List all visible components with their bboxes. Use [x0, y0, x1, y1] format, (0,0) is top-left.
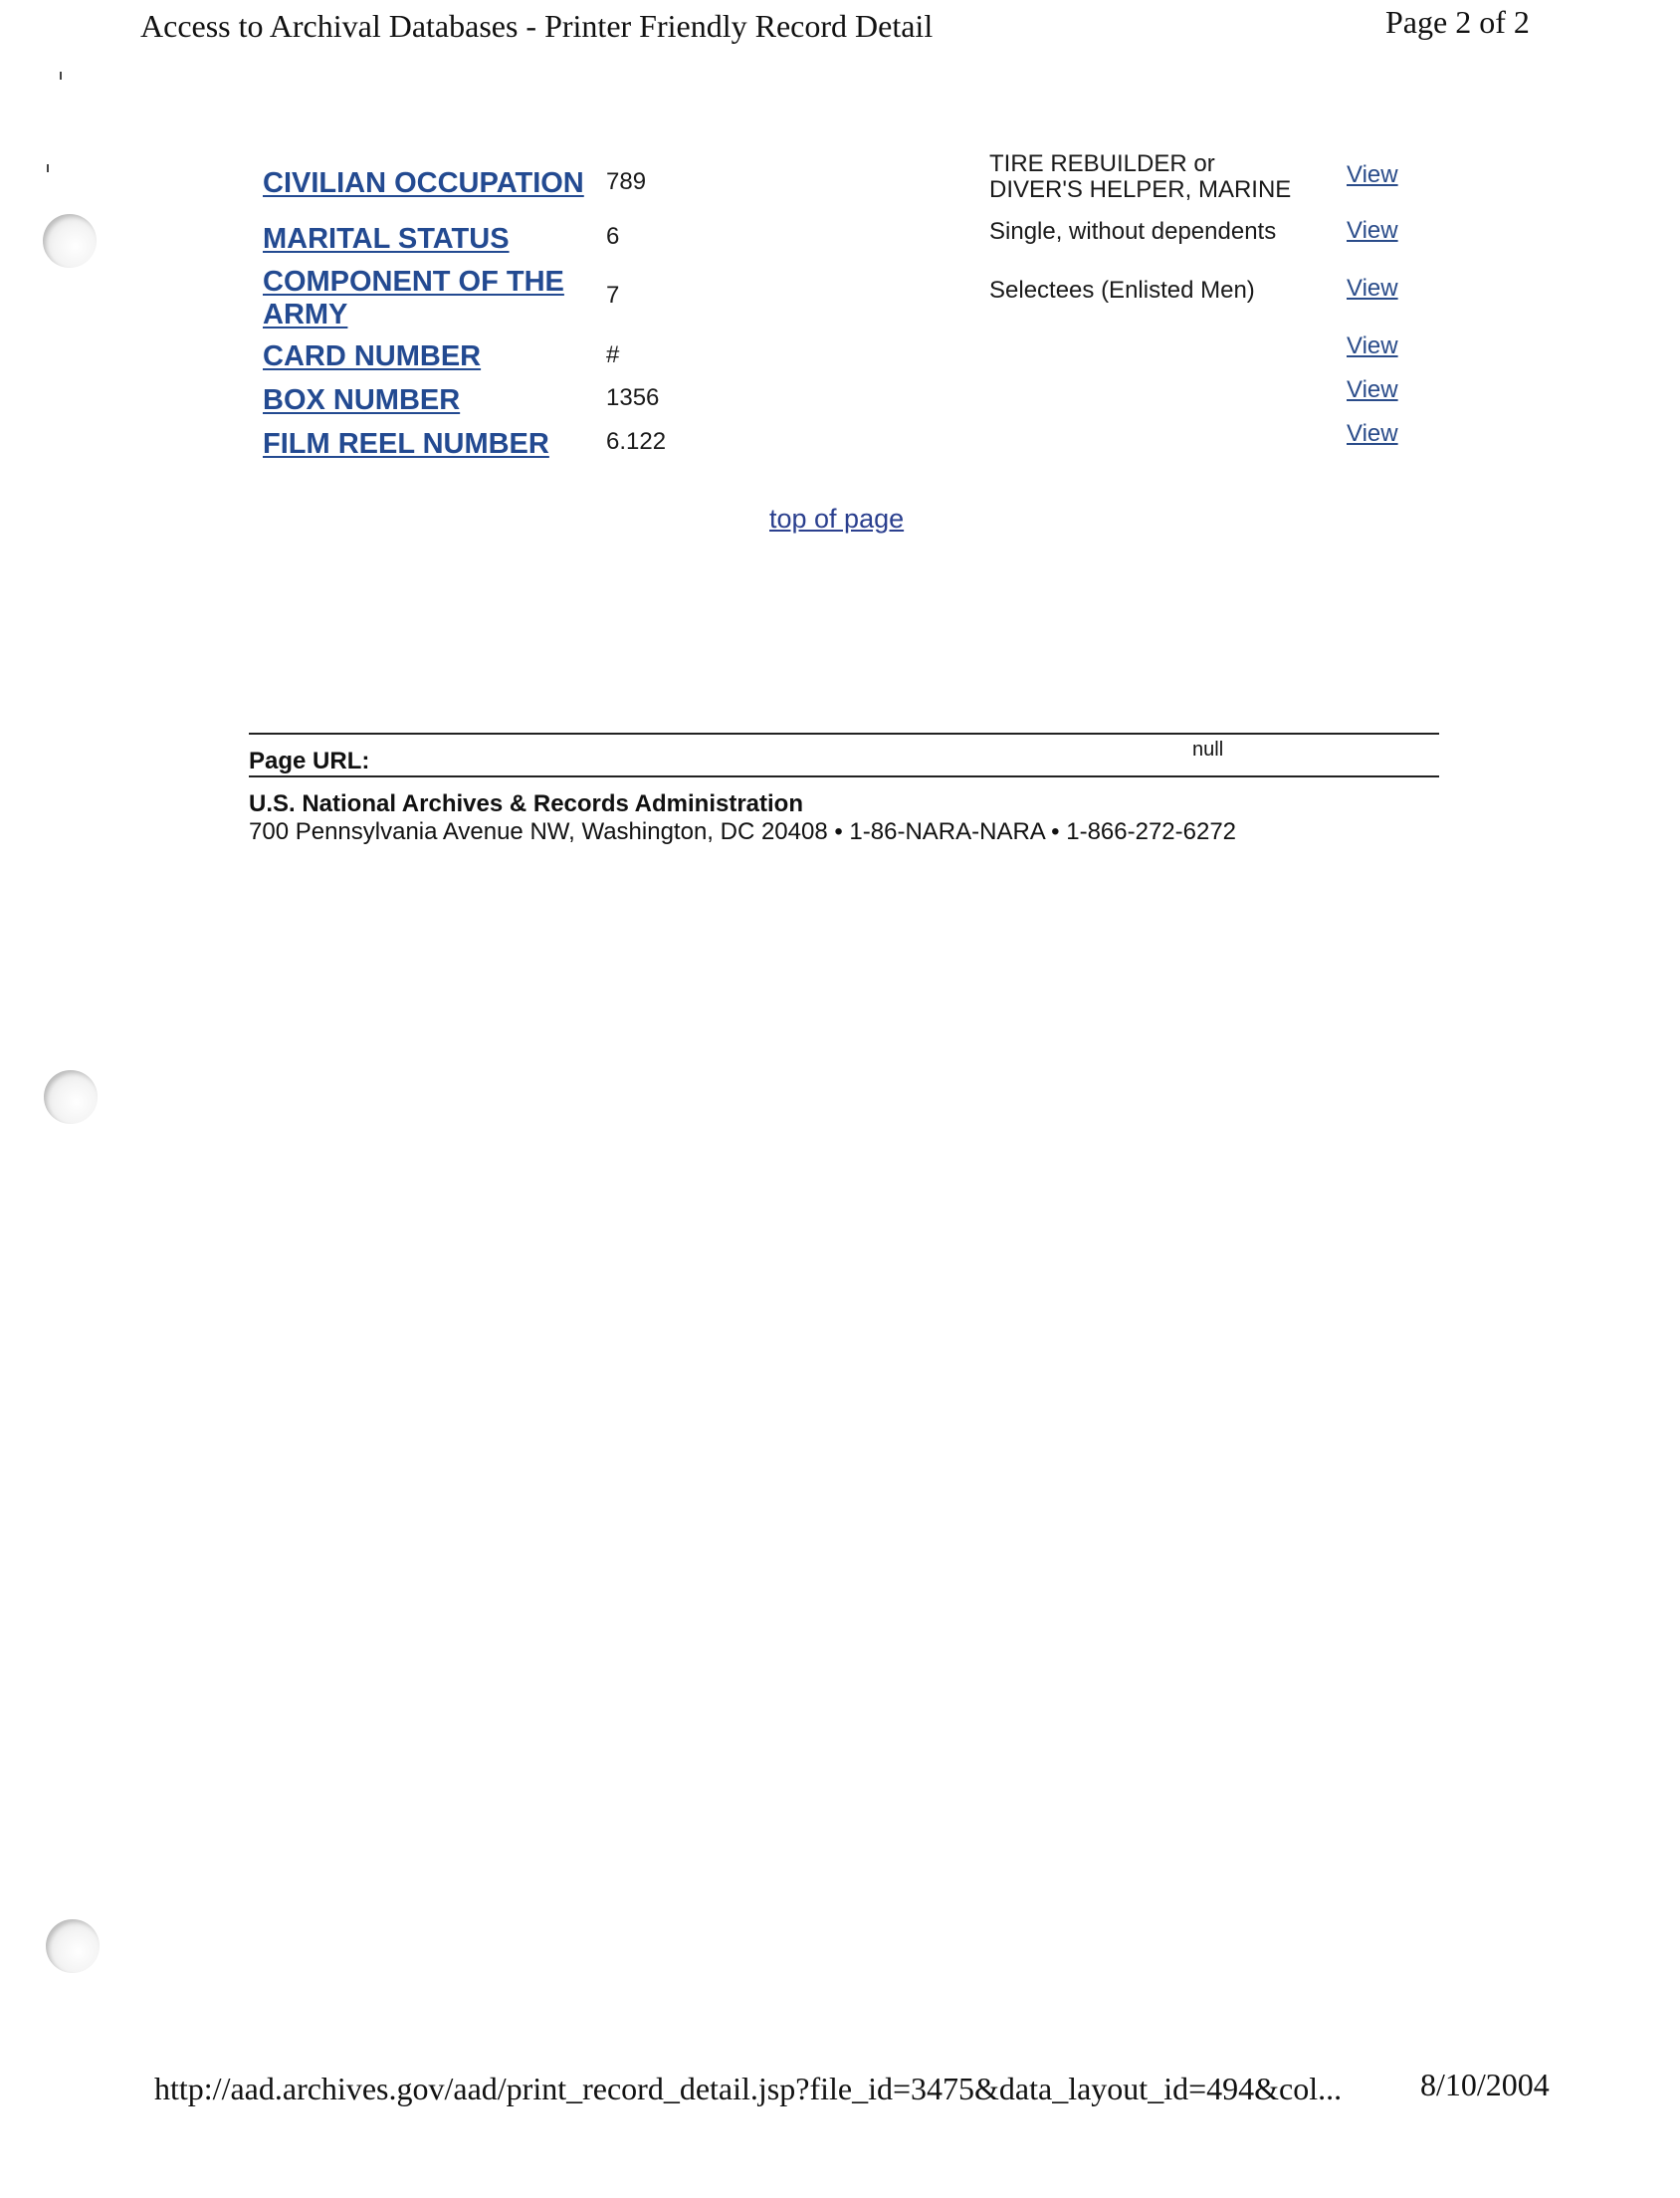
footer-top-rule	[249, 733, 1439, 735]
view-link-component-of-the-army[interactable]: View	[1347, 275, 1398, 302]
page-url-value: null	[1192, 739, 1224, 761]
field-code-box-number: 1356	[606, 384, 660, 411]
field-meaning-civilian-occupation-line2: DIVER'S HELPER, MARINE	[989, 176, 1292, 203]
print-footer-date: 8/10/2004	[1420, 2067, 1550, 2102]
field-meaning-component-of-the-army: Selectees (Enlisted Men)	[989, 277, 1255, 304]
paper-speck	[60, 72, 62, 80]
field-meaning-marital-status: Single, without dependents	[989, 218, 1277, 245]
field-label-box-number[interactable]: BOX NUMBER	[263, 384, 461, 416]
footer-bottom-rule	[249, 775, 1439, 777]
field-label-marital-status[interactable]: MARITAL STATUS	[263, 223, 510, 255]
view-link-box-number[interactable]: View	[1347, 376, 1398, 403]
field-code-component-of-the-army: 7	[606, 282, 620, 309]
print-header-title: Access to Archival Databases - Printer Friendly Record Detail	[140, 8, 934, 44]
punch-hole-top	[43, 214, 97, 268]
organization-name: U.S. National Archives & Records Administration	[249, 790, 804, 817]
view-link-marital-status[interactable]: View	[1347, 217, 1398, 244]
field-label-civilian-occupation[interactable]: CIVILIAN OCCUPATION	[263, 167, 584, 199]
field-code-card-number: #	[606, 341, 620, 368]
print-page-number: Page 2 of 2	[1385, 4, 1530, 40]
paper-speck	[47, 164, 49, 172]
view-link-card-number[interactable]: View	[1347, 332, 1398, 359]
field-code-civilian-occupation: 789	[606, 168, 647, 195]
field-label-card-number[interactable]: CARD NUMBER	[263, 340, 482, 372]
field-label-component-of-the-army-line2[interactable]: ARMY	[263, 299, 348, 330]
field-code-film-reel-number: 6.122	[606, 428, 667, 455]
punch-hole-middle	[44, 1070, 98, 1124]
field-label-film-reel-number[interactable]: FILM REEL NUMBER	[263, 428, 549, 460]
field-meaning-civilian-occupation-line1: TIRE REBUILDER or	[989, 150, 1215, 177]
organization-address: 700 Pennsylvania Avenue NW, Washington, DC 20408 • 1-86-NARA-NARA • 1-866-272-6272	[249, 818, 1237, 845]
print-footer-url: http://aad.archives.gov/aad/print_record_detail.jsp?file_id=3475&data_layout_id=494&col...	[154, 2071, 1343, 2106]
view-link-civilian-occupation[interactable]: View	[1347, 161, 1398, 188]
punch-hole-bottom	[46, 1919, 100, 1973]
page-url-label: Page URL:	[249, 748, 370, 774]
top-of-page-link[interactable]: top of page	[769, 504, 905, 534]
field-code-marital-status: 6	[606, 223, 620, 250]
field-label-component-of-the-army-line1[interactable]: COMPONENT OF THE	[263, 266, 564, 298]
view-link-film-reel-number[interactable]: View	[1347, 420, 1398, 447]
